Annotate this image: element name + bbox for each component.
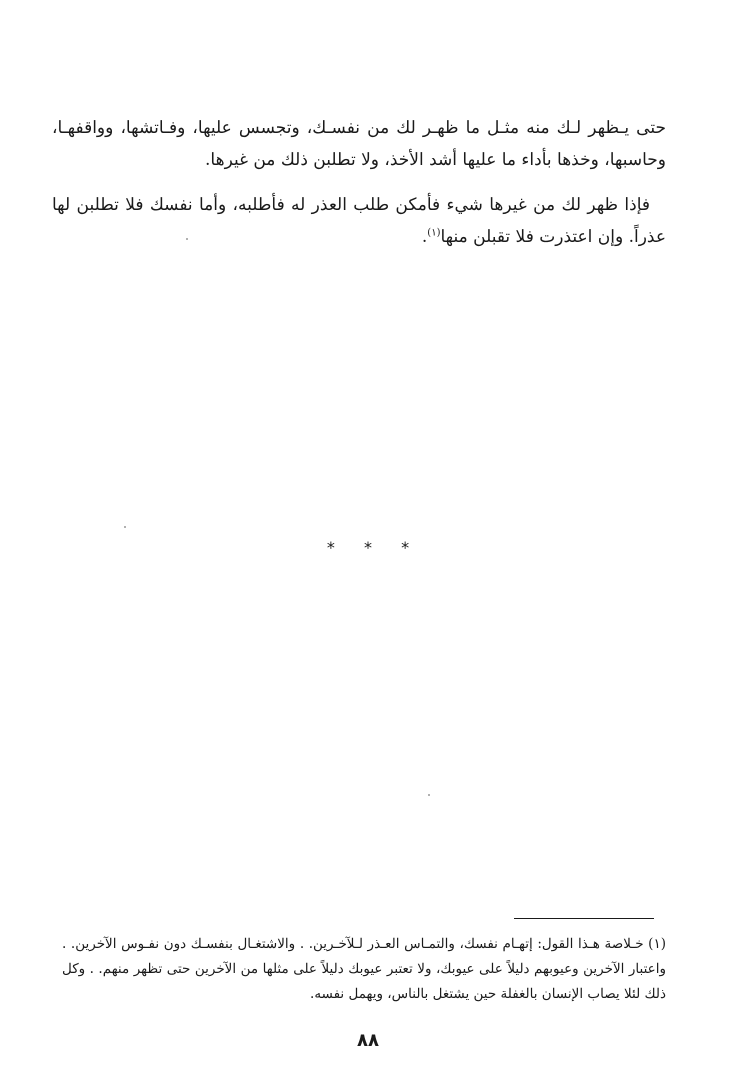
page-number: ٨٨ bbox=[357, 1030, 379, 1051]
paragraph-1-text: حتى يـظهر لـك منه مثـل ما ظهـر لك من نفسـك، وتجسس عليها، وفـاتشها، وواقفهـا، وحاسبها، وخذها بأداء ما عليها أشد الأخذ، ولا تطلبن ذلك من غيرها. bbox=[52, 118, 666, 170]
paragraph-2-end: . bbox=[421, 227, 428, 247]
scan-speck bbox=[428, 794, 430, 796]
scan-speck bbox=[186, 238, 188, 240]
main-text bbox=[52, 112, 666, 253]
scan-speck bbox=[124, 526, 126, 528]
footnote bbox=[62, 932, 666, 1007]
footnote-text: (١) خـلاصة هـذا القول: إتهـام نفسك، والتمـاس العـذر لـلآخـرين. . والاشتغـال بنفسـك دون نفـوس الآخرين. . واعتبار الآخرين وعيوبهم دليلاً على عيوبك، ولا تعتبر عيوبك دليلاً على مثلها من الآخرين حتى تظهر منهم. . وكل ذلك لئلا يصاب الإنسان بالغفلة حين يشتغل بالناس، ويهمل نفسه. bbox=[62, 936, 666, 1002]
separator-star: * bbox=[401, 538, 410, 557]
paragraph-2 bbox=[52, 189, 666, 253]
separator-star: * bbox=[326, 538, 335, 557]
paragraph-1 bbox=[52, 112, 666, 176]
footnote-reference[interactable]: (١) bbox=[427, 227, 441, 239]
separator-star: * bbox=[364, 538, 372, 557]
paragraph-2-text: فإذا ظهر لك من غيرها شيء فأمكن طلب العذر له فأطلبه، وأما نفسك فلا تطلبن لها عذراً. وإن اعتذرت فلا تقبلن منها bbox=[52, 195, 666, 247]
section-separator bbox=[0, 538, 736, 557]
footnote-divider bbox=[514, 918, 654, 919]
